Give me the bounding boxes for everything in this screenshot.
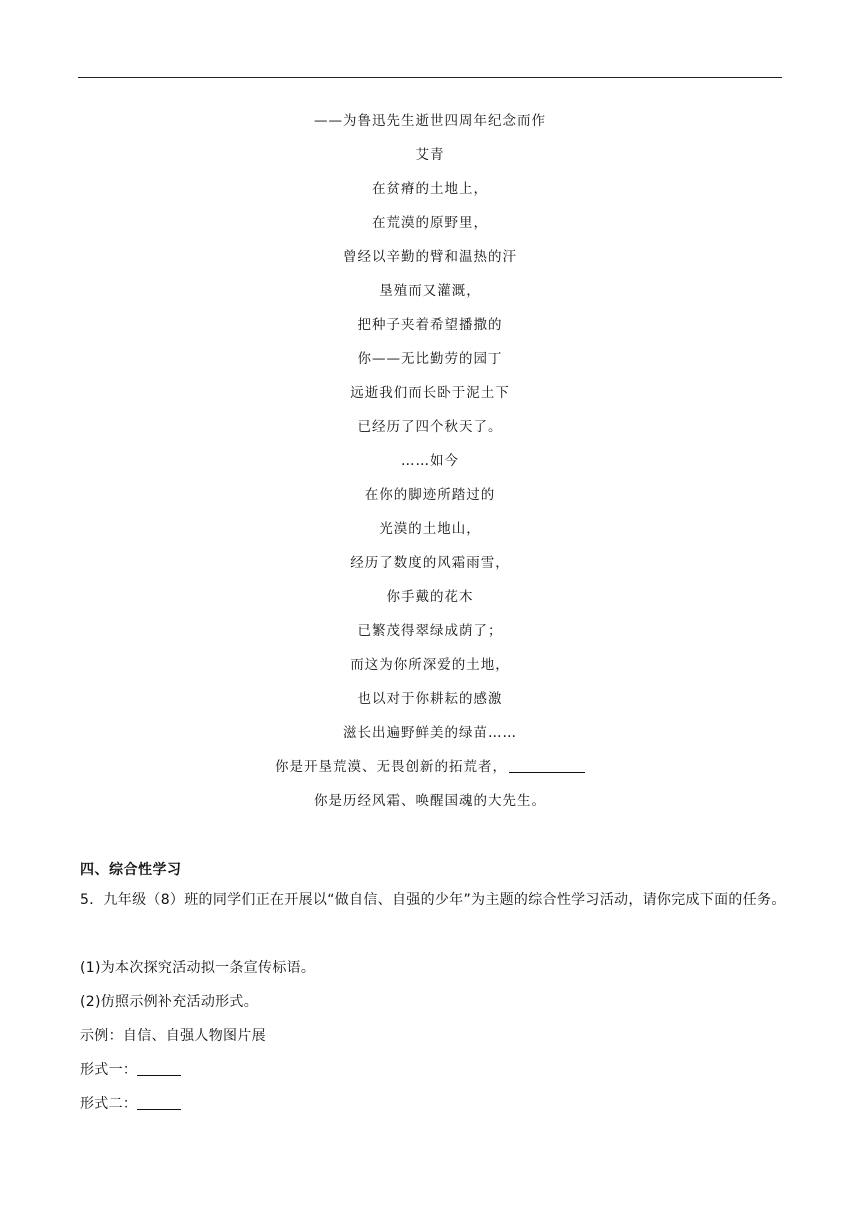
- form-two-row: [80, 1087, 315, 1121]
- form-one-label: 形式一：: [80, 1062, 138, 1078]
- poem-line: 也以对于你耕耘的感激: [357, 691, 503, 707]
- example-text: 示例：自信、自强人物图片展: [80, 1028, 266, 1044]
- answer-blank[interactable]: [509, 758, 585, 773]
- poem-line: 在你的脚迹所踏过的: [364, 487, 496, 503]
- form-two-blank[interactable]: [137, 1093, 181, 1110]
- poem-blank-line-text: 你是开垦荒漠、无畏创新的拓荒者，: [275, 759, 507, 775]
- poem-line: 而这为你所深爱的土地，: [350, 657, 510, 673]
- header-rule: [78, 77, 782, 78]
- poem-line: 在贫瘠的土地上，: [372, 181, 488, 197]
- poem-line: 曾经以辛勤的臂和温热的汗: [343, 249, 517, 265]
- form-one-blank[interactable]: [137, 1059, 181, 1076]
- poem-line: 远逝我们而长卧于泥土下: [350, 385, 510, 401]
- poem-last-line: 你是历经风霜、唤醒国魂的大先生。: [314, 793, 546, 809]
- sub-question-1: (1)为本次探究活动拟一条宣传标语。: [80, 960, 316, 976]
- form-two-label: 形式二：: [80, 1096, 138, 1112]
- poem-line: 你——无比勤劳的园丁: [357, 351, 503, 367]
- poem-line: ……如今: [401, 453, 459, 469]
- poem-line: 已繁茂得翠绿成荫了；: [357, 623, 503, 639]
- form-one-row: [80, 1053, 315, 1087]
- poem: [0, 109, 860, 823]
- sub-question-2: (2)仿照示例补充活动形式。: [80, 994, 259, 1010]
- question-subitems: [80, 951, 315, 1121]
- poem-line: 你手戴的花木: [386, 589, 474, 605]
- poem-line: 已经历了四个秋天了。: [357, 419, 503, 435]
- poem-line: 把种子夹着希望播撒的: [357, 317, 503, 333]
- poem-line: ——为鲁迅先生逝世四周年纪念而作: [314, 113, 546, 129]
- poem-line: 垦殖而又灌溉，: [379, 283, 481, 299]
- section-title: 四、综合性学习: [80, 862, 182, 878]
- question-stem: 5．九年级（8）班的同学们正在开展以“做自信、自强的少年”为主题的综合性学习活动，请你完成下面的任务。: [80, 892, 786, 908]
- poem-line: 经历了数度的风霜雨雪，: [350, 555, 510, 571]
- poem-line: 滋长出遍野鲜美的绿苗……: [343, 725, 517, 741]
- poem-line: 在荒漠的原野里，: [372, 215, 488, 231]
- poem-blank-line: [0, 755, 860, 789]
- poem-author: 艾青: [415, 147, 445, 163]
- poem-line: 光漠的土地山，: [379, 521, 481, 537]
